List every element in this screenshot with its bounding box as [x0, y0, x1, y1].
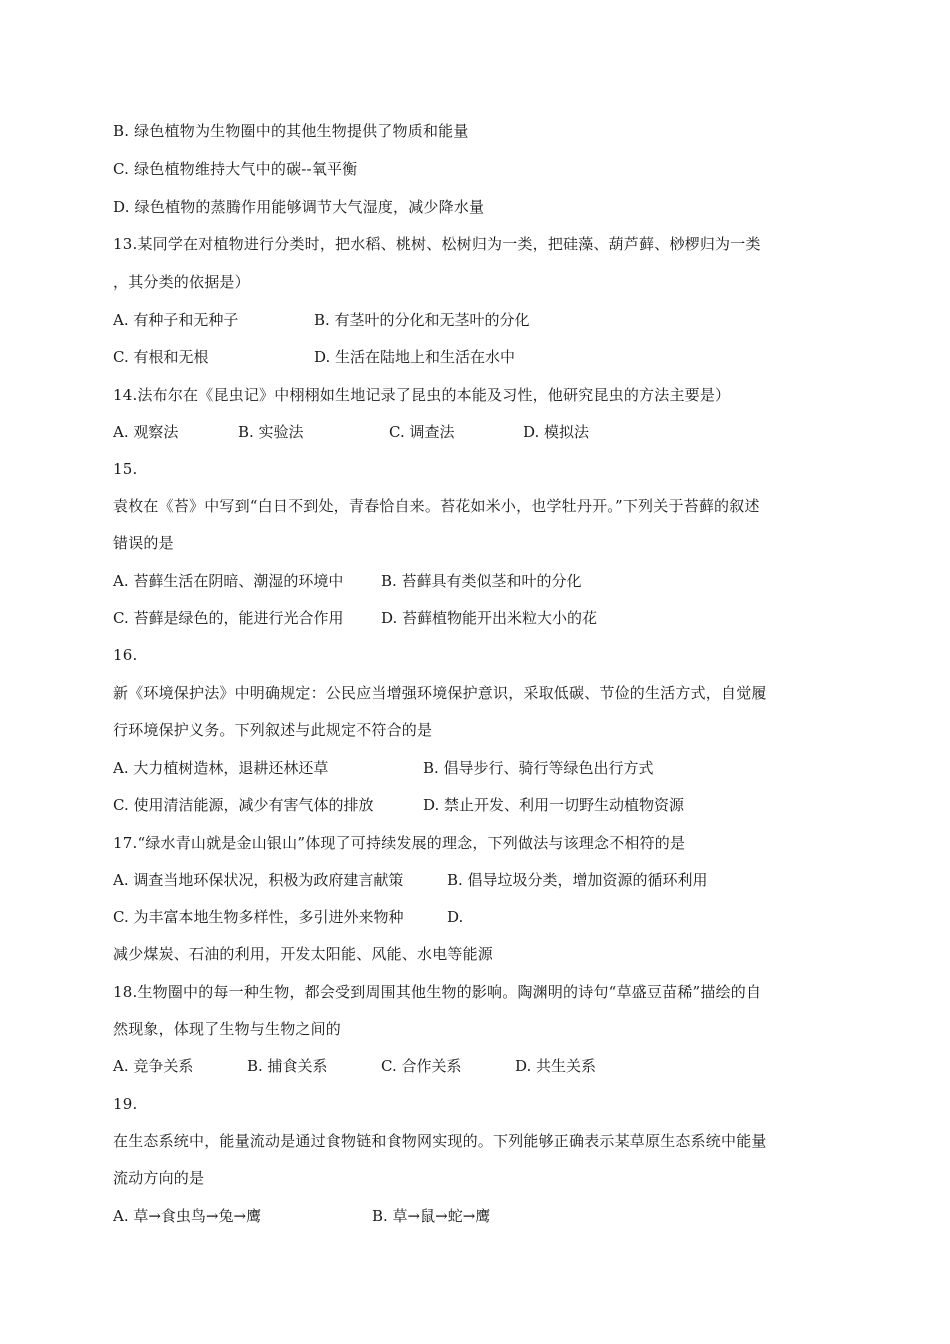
q18-option-a: A. 竞争关系 — [113, 1057, 194, 1075]
q17-stem-line1: 17.“绿水青山就是金山银山”体现了可持续发展的理念，下列做法与该理念不相符的是 — [113, 834, 686, 852]
q17-option-d-text: 减少煤炭、石油的利用，开发太阳能、风能、水电等能源 — [113, 945, 494, 963]
q18-option-c: C. 合作关系 — [381, 1057, 462, 1075]
q16-option-d: D. 禁止开发、利用一切野生动植物资源 — [423, 796, 685, 814]
q17-option-c: C. 为丰富本地生物多样性，多引进外来物种 — [113, 908, 404, 926]
q13-option-a: A. 有种子和无种子 — [113, 311, 239, 329]
q16-stem-line2: 行环境保护义务。下列叙述与此规定不符合的是 — [113, 721, 433, 739]
q13-stem-line2: ，其分类的依据是） — [113, 273, 250, 291]
q13-option-d: D. 生活在陆地上和生活在水中 — [314, 348, 516, 366]
q15-stem-line2: 错误的是 — [113, 534, 174, 552]
q19-stem-line1: 在生态系统中，能量流动是通过食物链和食物网实现的。下列能够正确表示某草原生态系统中能量 — [113, 1132, 767, 1150]
q17-option-b: B. 倡导垃圾分类，增加资源的循环利用 — [447, 871, 708, 889]
q15-option-c: C. 苔藓是绿色的，能进行光合作用 — [113, 609, 344, 627]
q18-stem-line1: 18.生物圈中的每一种生物，都会受到周围其他生物的影响。陶渊明的诗句“草盛豆苗稀”描绘的自 — [113, 983, 762, 1001]
q18-stem-line2: 然现象，体现了生物与生物之间的 — [113, 1020, 342, 1038]
q19-stem-line2: 流动方向的是 — [113, 1169, 205, 1187]
q17-option-d-label: D. — [447, 908, 464, 926]
q19-option-b: B. 草→鼠→蛇→鹰 — [372, 1207, 491, 1225]
q12-option-b: B. 绿色植物为生物圈中的其他生物提供了物质和能量 — [113, 122, 469, 140]
q14-option-a: A. 观察法 — [113, 423, 179, 441]
q13-stem-line1: 13.某同学在对植物进行分类时，把水稻、桃树、松树归为一类，把硅藻、葫芦藓、桫椤归为一类 — [113, 235, 761, 253]
q13-option-b: B. 有茎叶的分化和无茎叶的分化 — [314, 311, 530, 329]
q19-option-a: A. 草→食虫鸟→兔→鹰 — [113, 1207, 262, 1225]
q16-option-a: A. 大力植树造林，退耕还林还草 — [113, 759, 329, 777]
q16-option-b: B. 倡导步行、骑行等绿色出行方式 — [423, 759, 654, 777]
q14-option-b: B. 实验法 — [238, 423, 304, 441]
q19-number: 19. — [113, 1095, 138, 1113]
q15-number: 15. — [113, 460, 138, 478]
q18-option-b: B. 捕食关系 — [247, 1057, 328, 1075]
q15-option-b: B. 苔藓具有类似茎和叶的分化 — [381, 572, 582, 590]
q18-option-d: D. 共生关系 — [515, 1057, 597, 1075]
q14-option-c: C. 调查法 — [389, 423, 455, 441]
q16-option-c: C. 使用清洁能源，减少有害气体的排放 — [113, 796, 374, 814]
q17-option-a: A. 调查当地环保状况，积极为政府建言献策 — [113, 871, 404, 889]
q14-option-d: D. 模拟法 — [523, 423, 590, 441]
q12-option-d: D. 绿色植物的蒸腾作用能够调节大气湿度，减少降水量 — [113, 198, 485, 216]
q16-number: 16. — [113, 646, 138, 664]
q13-option-c: C. 有根和无根 — [113, 348, 209, 366]
q15-option-d: D. 苔藓植物能开出米粒大小的花 — [381, 609, 598, 627]
q16-stem-line1: 新《环境保护法》中明确规定：公民应当增强环境保护意识，采取低碳、节俭的生活方式，自觉履 — [113, 684, 767, 702]
q12-option-c: C. 绿色植物维持大气中的碳--氧平衡 — [113, 160, 358, 178]
q14-stem-line1: 14.法布尔在《昆虫记》中栩栩如生地记录了昆虫的本能及习性，他研究昆虫的方法主要是） — [113, 386, 731, 404]
q15-stem-line1: 袁枚在《苔》中写到“白日不到处，青春恰自来。苔花如米小，也学牡丹开。”下列关于苔藓的叙述 — [113, 497, 760, 515]
q15-option-a: A. 苔藓生活在阴暗、潮湿的环境中 — [113, 572, 344, 590]
